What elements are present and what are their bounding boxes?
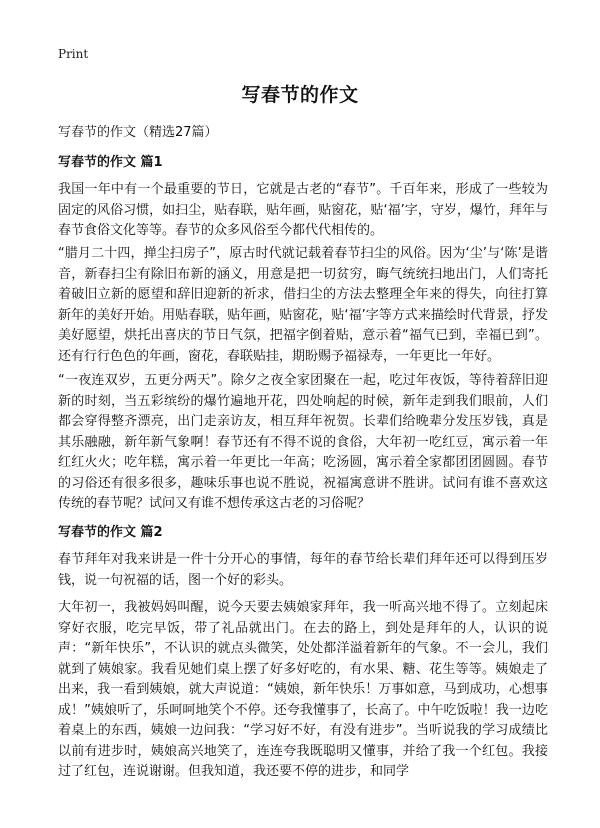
paragraph: 大年初一，我被妈妈叫醒，说今天要去姨娘家拜年，我一听高兴地不得了。立刻起床穿好衣服，吃完早饭，带了礼品就出门。在去的路上，到处是拜年的人，认识的说声：“新年快乐”，不认识的就点头微笑，处处都洋溢着新年的气象。不一会儿，我们就到了姨娘家。我看见她们桌上摆了好多好吃的，有水果、糖、花生等等。姨娘走了出来，我一看到姨娘，就大声说道：“姨娘，新年快乐！万事如意，马到成功，心想事成！”姨娘听了，乐呵呵地笑个不停。还夸我懂事了，长高了。中午吃饭啦！我一边吃着桌上的东西，姨娘一边问我：“学习好不好，有没有进步”。当听说我的学习成绩比以前有进步时，姨娘高兴地笑了，连连夸我既聪明又懂事，并给了我一个红包。我接过了红包，连说谢谢。但我知道，我还要不停的进步，和同学 (58, 600, 548, 779)
paragraph: “一夜连双岁，五更分两天”。除夕之夜全家团聚在一起，吃过年夜饭，等待着辞旧迎新的时刻，当五彩缤纷的爆竹遍地开花，四处响起的时候，新年走到我们眼前，人们都会穿得整齐漂亮，出门走亲访友，相互拜年祝贺。长辈们给晚辈分发压岁钱，真是其乐融融，新年新气象啊！春节还有不得不说的食俗，大年初一吃红豆，寓示着一年红红火火；吃年糕，寓示着一年更比一年高；吃汤圆，寓示着全家都团团圆圆。春节的习俗还有很多很多，趣味乐事也说不胜说，祝福寓意讲不胜讲。试问有谁不喜欢这传统的春节呢？试问又有谁不想传承这古老的习俗呢？ (58, 373, 548, 511)
print-link[interactable]: Print (58, 47, 89, 61)
document-title: 写春节的作文 (241, 84, 359, 106)
section-heading-1: 写春节的作文 篇1 (58, 155, 163, 170)
document-subtitle: 写春节的作文（精选27篇） (58, 125, 218, 140)
paragraph: 我国一年中有一个最重要的节日，它就是古老的“春节”。千百年来，形成了一些较为固定的风俗习惯，如扫尘，贴春联，贴年画，贴窗花，贴‘福’字，守岁，爆竹，拜年与春节食俗文化等等。春节的众多风俗至今都代代相传的。 (58, 182, 548, 238)
paragraph: “腊月二十四，掸尘扫房子”，原古时代就记载着春节扫尘的风俗。因为‘尘’与‘陈’是谐音，新春扫尘有除旧布新的涵义，用意是把一切贫穷，晦气统统扫地出门，人们寄托着破旧立新的愿望和辞旧迎新的祈求，借扫尘的方法去整理全年来的得失，向往打算新年的美好开始。用贴春联，贴年画，贴窗花，贴‘福’字等方式来描绘时代背景，抒发美好愿望，烘托出喜庆的节日气氛，把福字倒着贴，意示着“福气已到，幸福已到”。还有行行色色的年画，窗花，春联贴挂，期盼赐予福禄寿，一年更比一年好。 (58, 246, 548, 364)
section-heading-2: 写春节的作文 篇2 (58, 525, 163, 540)
paragraph: 春节拜年对我来讲是一件十分开心的事情，每年的春节给长辈们拜年还可以得到压岁钱，说一句祝福的话，图一个好的彩头。 (58, 552, 548, 588)
